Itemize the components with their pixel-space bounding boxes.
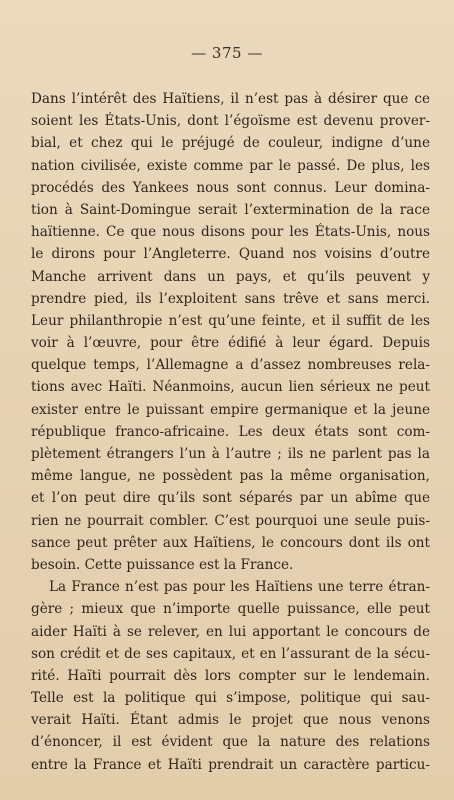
text-line: Manche arrivent dans un pays, et qu’ils peuvent y: [31, 268, 430, 285]
text-line: entre la France et Haïti prendrait un caractère particu-: [31, 756, 430, 773]
text-line: Dans l’intérêt des Haïtiens, il n’est pas à désirer que ce: [31, 91, 430, 107]
text-line: voir à l’œuvre, pour être édifié à leur égard. Depuis: [31, 335, 430, 352]
text-line: La France n’est pas pour les Haïtiens une terre étran-: [49, 579, 430, 596]
text-line: et l’on peut dire qu’ils sont séparés par un abîme que: [31, 490, 430, 507]
text-line: haïtienne. Ce que nous disons pour les États-Unis, nous: [31, 224, 430, 241]
paragraph-2: [31, 576, 430, 776]
text-line: nation civilisée, existe comme par le passé. De plus, les: [31, 157, 430, 174]
text-line: tions avec Haïti. Néanmoins, aucun lien sérieux ne peut: [31, 379, 430, 396]
text-line: bial, et chez qui le préjugé de couleur, indigne d’une: [31, 135, 430, 152]
paragraph-1: [31, 88, 430, 576]
body-text: [31, 88, 430, 776]
text-line: sance peut prêter aux Haïtiens, le concours dont ils ont: [31, 534, 430, 551]
text-line: soient les États-Unis, dont l’égoïsme est devenu prover-: [31, 113, 430, 130]
text-line: prendre pied, ils l’exploitent sans trêve et sans merci.: [31, 290, 430, 307]
text-line: gère ; mieux que n’importe quelle puissance, elle peut: [31, 601, 430, 618]
text-line: son crédit et de ses capitaux, et en l’assurant de la sécu-: [31, 645, 430, 662]
text-line: aider Haïti à se relever, en lui apportant le concours de: [31, 623, 430, 640]
text-line: plètement étrangers l’un à l’autre ; ils ne parlent pas la: [31, 446, 430, 462]
text-line: procédés des Yankees nous sont connus. Leur domina-: [31, 179, 430, 196]
text-line: verait Haïti. Étant admis le projet que nous venons: [31, 712, 430, 729]
text-line: besoin. Cette puissance est la France.: [31, 556, 294, 573]
text-line: Leur philanthropie n’est qu’une feinte, et il suffit de les: [31, 312, 430, 329]
text-line: rité. Haïti pourrait dès lors compter sur le lendemain.: [31, 667, 430, 684]
text-line: république franco-africaine. Les deux états sont com-: [31, 423, 430, 440]
text-line: d’énoncer, il est évident que la nature des relations: [31, 734, 430, 751]
text-line: tion à Saint-Domingue serait l’extermination de la race: [31, 201, 430, 218]
text-line: quelque temps, l’Allemagne a d’assez nombreuses rela-: [31, 357, 430, 374]
text-line: le dirons pour l’Angleterre. Quand nos voisins d’outre: [31, 246, 430, 263]
text-line: exister entre le puissant empire germanique et la jeune: [31, 401, 430, 418]
text-line: rien ne pourrait combler. C’est pourquoi une seule puis-: [31, 512, 430, 529]
text-line: même langue, ne possèdent pas la même organisation,: [31, 468, 430, 485]
page-number: — 375 —: [191, 44, 263, 62]
text-line: Telle est la politique qui s’impose, politique qui sau-: [31, 690, 430, 707]
